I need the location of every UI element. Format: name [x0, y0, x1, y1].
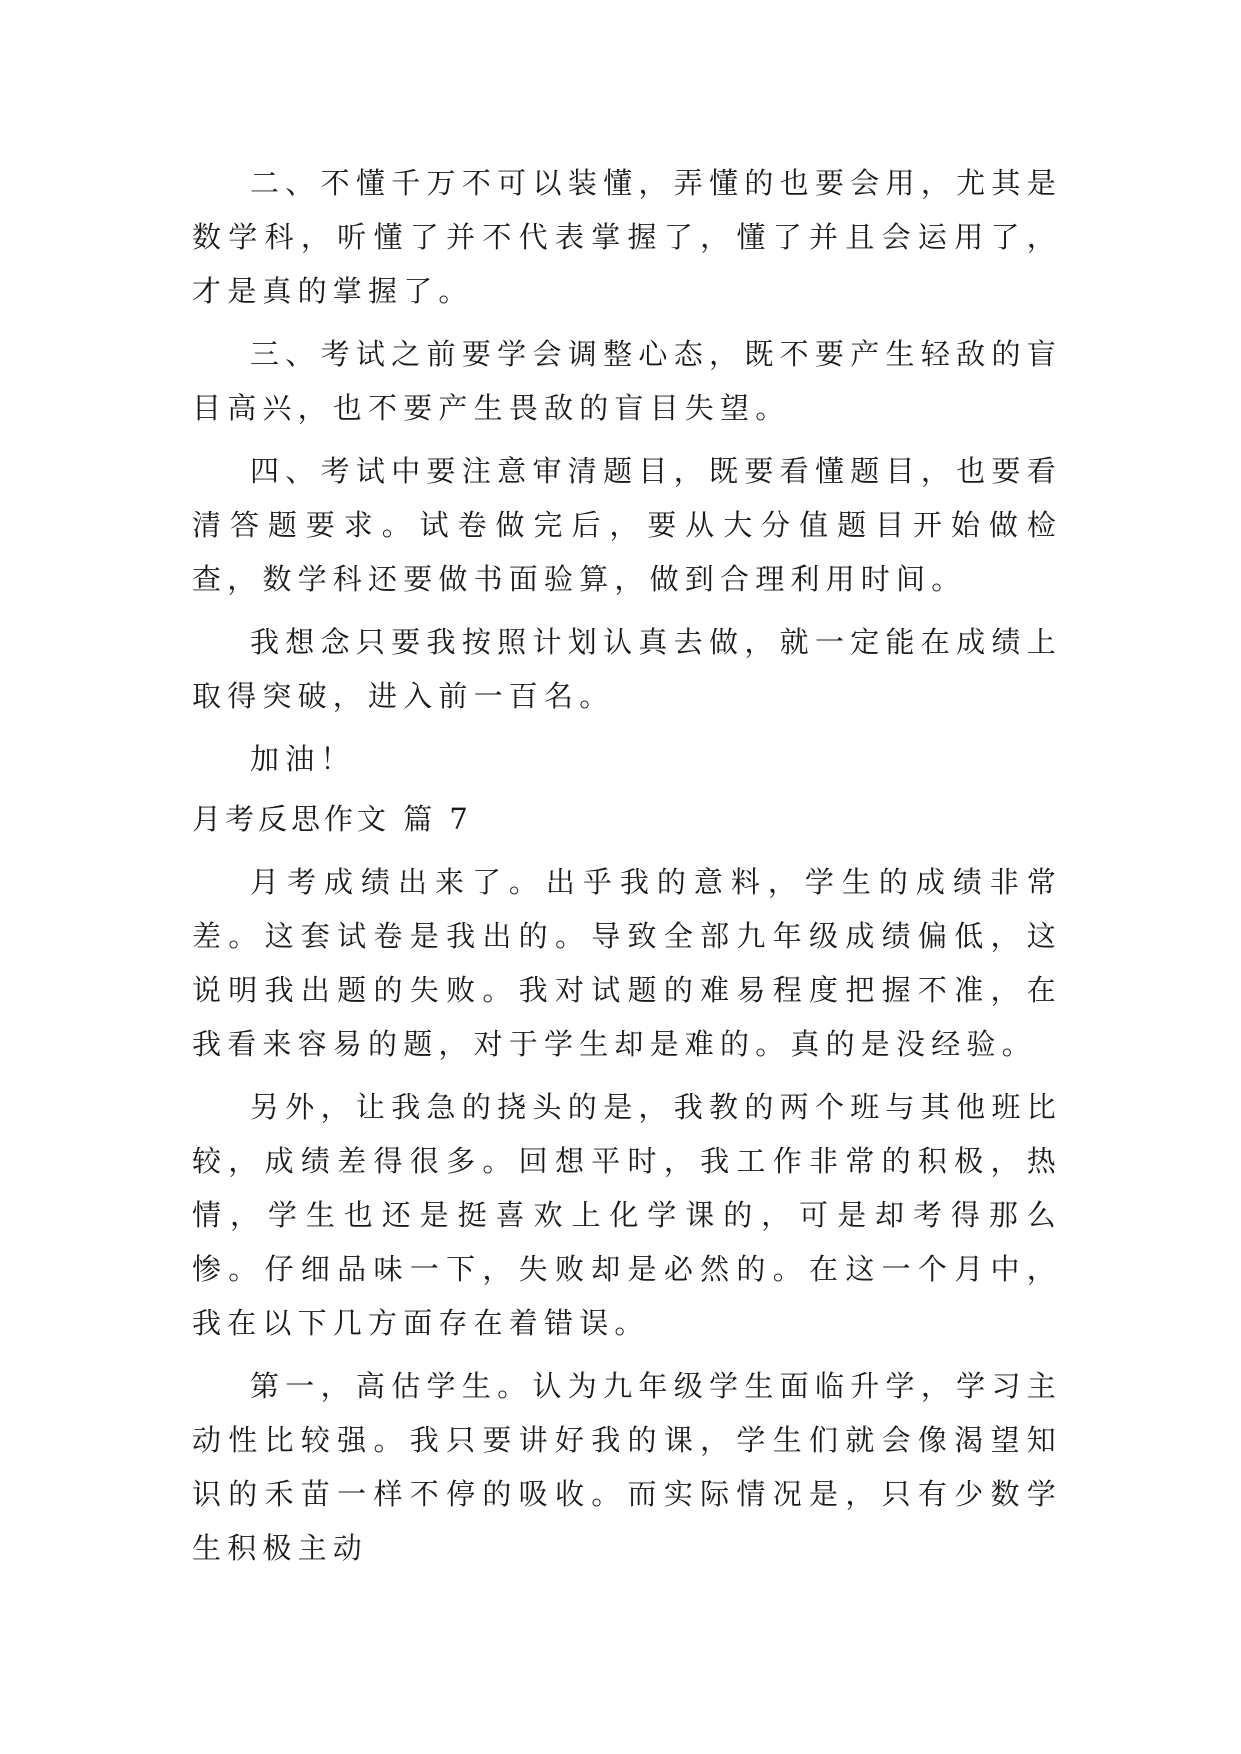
paragraph: 月考成绩出来了。出乎我的意料，学生的成绩非常差。这套试卷是我出的。导致全部九年级成绩偏低，这说明我出题的失败。我对试题的难易程度把握不准，在我看来容易的题，对于学生却是难的。真的是没经验。 — [192, 865, 1062, 1061]
paragraph: 二、不懂千万不可以装懂，弄懂的也要会用，尤其是数学科，听懂了并不代表掌握了，懂了并且会运用了，才是真的掌握了。 — [192, 166, 1062, 308]
paragraph: 另外，让我急的挠头的是，我教的两个班与其他班比较，成绩差得很多。回想平时，我工作非常的积极，热情，学生也还是挺喜欢上化学课的，可是却考得那么惨。仔细品味一下，失败却是必然的。在这一个月中，我在以下几方面存在着错误。 — [192, 1090, 1062, 1340]
document-page — [192, 156, 1062, 1584]
section-heading: 月考反思作文 篇 7 — [192, 802, 472, 836]
paragraph: 四、考试中要注意审清题目，既要看懂题目，也要看清答题要求。试卷做完后，要从大分值题目开始做检查，数学科还要做书面验算，做到合理利用时间。 — [192, 454, 1062, 596]
paragraph: 第一，高估学生。认为九年级学生面临升学，学习主动性比较强。我只要讲好我的课，学生们就会像渴望知识的禾苗一样不停的吸收。而实际情况是，只有少数学生积极主动 — [192, 1369, 1062, 1565]
paragraph: 我想念只要我按照计划认真去做，就一定能在成绩上取得突破，进入前一百名。 — [192, 625, 1062, 713]
paragraph: 加油！ — [250, 742, 356, 776]
paragraph: 三、考试之前要学会调整心态，既不要产生轻敌的盲目高兴，也不要产生畏敌的盲目失望。 — [192, 337, 1062, 425]
